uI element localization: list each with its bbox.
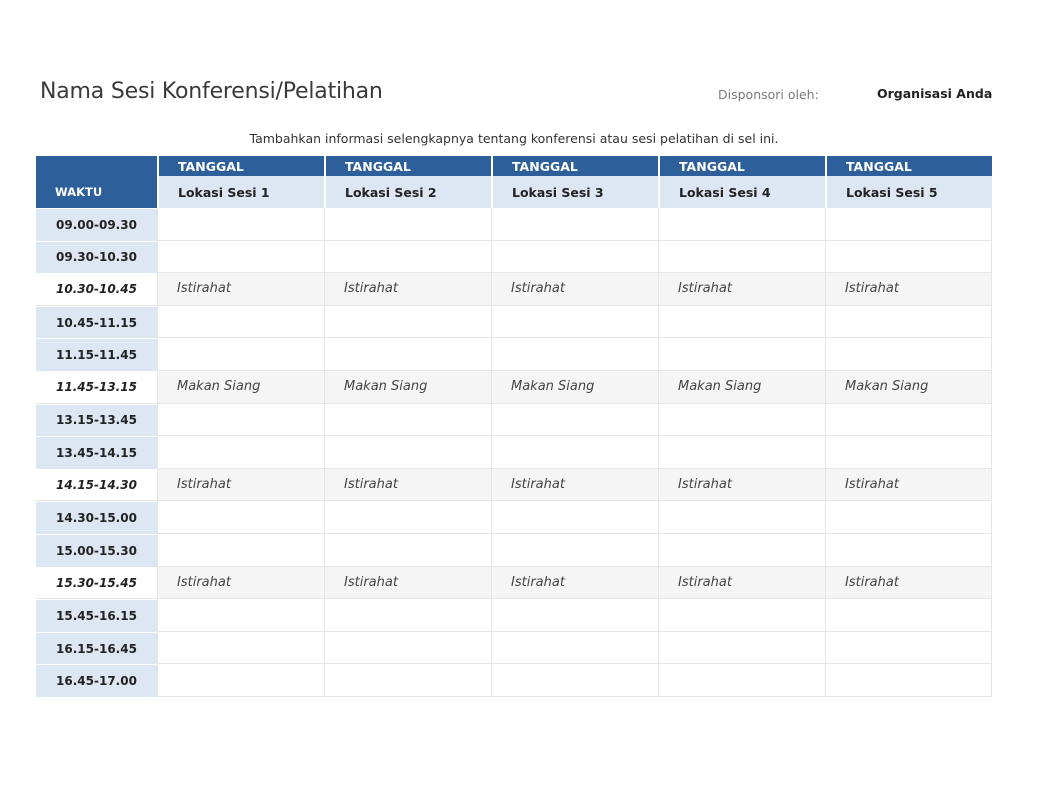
session-cell[interactable]: [825, 404, 992, 437]
session-cell[interactable]: [157, 338, 324, 371]
session-cell[interactable]: [491, 241, 658, 274]
session-cell[interactable]: [825, 599, 992, 632]
session-cell[interactable]: [324, 534, 491, 567]
break-cell[interactable]: Istirahat: [157, 567, 324, 600]
time-slot-label: 15.45-16.15: [36, 599, 157, 632]
location-header-2[interactable]: Lokasi Sesi 2: [324, 176, 491, 208]
time-slot-label: 10.30-10.45: [36, 273, 157, 306]
session-cell[interactable]: [324, 208, 491, 241]
session-cell[interactable]: [825, 632, 992, 665]
session-cell[interactable]: [157, 534, 324, 567]
session-cell[interactable]: [157, 632, 324, 665]
session-cell[interactable]: [491, 208, 658, 241]
session-cell[interactable]: [658, 501, 825, 534]
time-slot-label: 09.00-09.30: [36, 208, 157, 241]
session-cell[interactable]: [658, 241, 825, 274]
time-slot-label: 10.45-11.15: [36, 306, 157, 339]
break-cell[interactable]: Istirahat: [491, 567, 658, 600]
break-cell[interactable]: Istirahat: [491, 273, 658, 306]
session-cell[interactable]: [658, 436, 825, 469]
break-cell[interactable]: Istirahat: [324, 273, 491, 306]
session-cell[interactable]: [157, 664, 324, 697]
session-cell[interactable]: [324, 664, 491, 697]
date-header-2[interactable]: TANGGAL: [324, 156, 491, 176]
session-cell[interactable]: [157, 436, 324, 469]
session-cell[interactable]: [825, 664, 992, 697]
page-title: Nama Sesi Konferensi/Pelatihan: [40, 79, 383, 104]
time-slot-label: 11.45-13.15: [36, 371, 157, 404]
session-cell[interactable]: [157, 404, 324, 437]
time-slot-label: 16.15-16.45: [36, 632, 157, 665]
time-slot-label: 16.45-17.00: [36, 664, 157, 697]
session-cell[interactable]: [491, 501, 658, 534]
location-header-3[interactable]: Lokasi Sesi 3: [491, 176, 658, 208]
location-header-1[interactable]: Lokasi Sesi 1: [157, 176, 324, 208]
session-cell[interactable]: [491, 306, 658, 339]
time-slot-label: 09.30-10.30: [36, 241, 157, 274]
session-cell[interactable]: [157, 306, 324, 339]
session-cell[interactable]: [324, 436, 491, 469]
session-cell[interactable]: [658, 306, 825, 339]
session-cell[interactable]: [324, 404, 491, 437]
time-column-header: WAKTU: [36, 176, 157, 208]
break-cell[interactable]: Istirahat: [658, 469, 825, 502]
break-cell[interactable]: Istirahat: [157, 273, 324, 306]
session-cell[interactable]: [658, 534, 825, 567]
date-header-3[interactable]: TANGGAL: [491, 156, 658, 176]
break-cell[interactable]: Istirahat: [825, 273, 992, 306]
sponsor-value[interactable]: Organisasi Anda: [877, 86, 993, 101]
session-cell[interactable]: [825, 501, 992, 534]
session-cell[interactable]: [658, 404, 825, 437]
session-cell[interactable]: [825, 241, 992, 274]
session-cell[interactable]: [157, 501, 324, 534]
break-cell[interactable]: Istirahat: [825, 567, 992, 600]
session-cell[interactable]: [491, 664, 658, 697]
time-slot-label: 13.15-13.45: [36, 404, 157, 437]
header-corner: [36, 156, 157, 176]
session-cell[interactable]: [658, 632, 825, 665]
session-cell[interactable]: [324, 632, 491, 665]
break-cell[interactable]: Istirahat: [658, 567, 825, 600]
date-header-1[interactable]: TANGGAL: [157, 156, 324, 176]
date-header-5[interactable]: TANGGAL: [825, 156, 992, 176]
break-cell[interactable]: Istirahat: [324, 567, 491, 600]
time-slot-label: 14.30-15.00: [36, 501, 157, 534]
session-cell[interactable]: [157, 241, 324, 274]
session-cell[interactable]: [324, 306, 491, 339]
break-cell[interactable]: Makan Siang: [658, 371, 825, 404]
session-cell[interactable]: [825, 534, 992, 567]
session-cell[interactable]: [825, 436, 992, 469]
schedule-table: [36, 156, 992, 697]
session-cell[interactable]: [658, 338, 825, 371]
session-cell[interactable]: [324, 338, 491, 371]
session-cell[interactable]: [157, 208, 324, 241]
session-cell[interactable]: [324, 501, 491, 534]
session-cell[interactable]: [491, 404, 658, 437]
session-cell[interactable]: [825, 338, 992, 371]
session-cell[interactable]: [491, 599, 658, 632]
break-cell[interactable]: Makan Siang: [157, 371, 324, 404]
session-cell[interactable]: [491, 534, 658, 567]
break-cell[interactable]: Makan Siang: [324, 371, 491, 404]
session-cell[interactable]: [491, 436, 658, 469]
date-header-4[interactable]: TANGGAL: [658, 156, 825, 176]
time-slot-label: 15.00-15.30: [36, 534, 157, 567]
break-cell[interactable]: Istirahat: [658, 273, 825, 306]
session-cell[interactable]: [324, 241, 491, 274]
time-slot-label: 15.30-15.45: [36, 567, 157, 600]
break-cell[interactable]: Istirahat: [324, 469, 491, 502]
session-cell[interactable]: [658, 208, 825, 241]
location-header-5[interactable]: Lokasi Sesi 5: [825, 176, 992, 208]
break-cell[interactable]: Makan Siang: [825, 371, 992, 404]
session-cell[interactable]: [658, 599, 825, 632]
session-cell[interactable]: [825, 208, 992, 241]
time-slot-label: 11.15-11.45: [36, 338, 157, 371]
break-cell[interactable]: Istirahat: [491, 469, 658, 502]
time-slot-label: 14.15-14.30: [36, 469, 157, 502]
session-cell[interactable]: [491, 632, 658, 665]
subtitle[interactable]: Tambahkan informasi selengkapnya tentang konferensi atau sesi pelatihan di sel ini.: [249, 131, 779, 146]
session-cell[interactable]: [491, 338, 658, 371]
break-cell[interactable]: Istirahat: [157, 469, 324, 502]
session-cell[interactable]: [157, 599, 324, 632]
time-slot-label: 13.45-14.15: [36, 436, 157, 469]
session-cell[interactable]: [324, 599, 491, 632]
location-header-4[interactable]: Lokasi Sesi 4: [658, 176, 825, 208]
session-cell[interactable]: [825, 306, 992, 339]
break-cell[interactable]: Istirahat: [825, 469, 992, 502]
sponsor-label: Disponsori oleh:: [718, 87, 819, 102]
break-cell[interactable]: Makan Siang: [491, 371, 658, 404]
session-cell[interactable]: [658, 664, 825, 697]
